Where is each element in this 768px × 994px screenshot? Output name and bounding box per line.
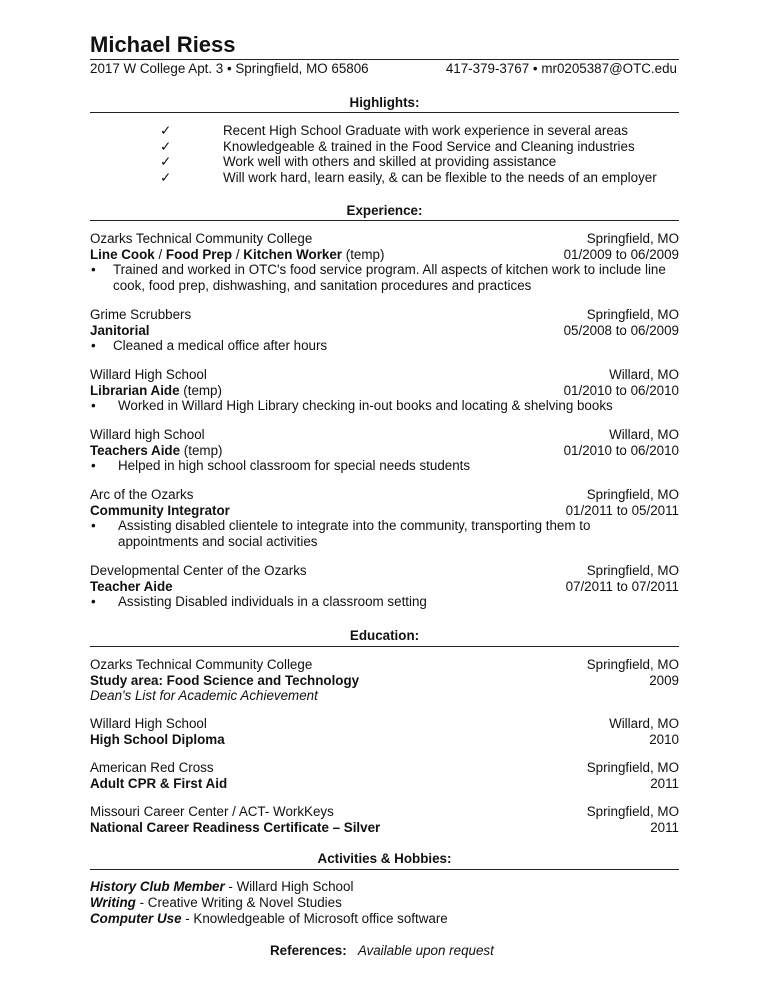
bullet-icon: • [91, 338, 96, 354]
bullet-icon: • [91, 398, 96, 414]
highlights-divider [90, 112, 679, 113]
activity-item: History Club Member - Willard High School [90, 879, 354, 894]
job-description: Cleaned a medical office after hours [113, 338, 328, 354]
job-description: Assisting Disabled individuals in a classroom setting [118, 594, 427, 610]
credential: Adult CPR & First Aid [90, 775, 228, 791]
credential: High School Diploma [90, 731, 225, 747]
bullet-icon: • [91, 594, 96, 610]
highlight-item [160, 170, 680, 186]
activities-list [90, 879, 448, 928]
job-description: Worked in Willard High Library checking in-out books and locating & shelving books [118, 398, 613, 414]
job-description: Trained and worked in OTC's food service program. All aspects of kitchen work to include line cook, food prep, dishwashing, and sanitation procedures and practices [113, 262, 666, 294]
job-location: Willard, MO [609, 367, 679, 382]
job-location: Springfield, MO [586, 307, 679, 322]
experience-entry [90, 563, 679, 610]
job-dates: 01/2009 to 06/2009 [563, 246, 679, 262]
bullet-icon: • [91, 458, 96, 474]
job-title: Line Cook / Food Prep / Kitchen Worker (temp) [90, 246, 385, 262]
activities-heading: Activities & Hobbies: [317, 851, 452, 866]
highlight-text: Knowledgeable & trained in the Food Service and Cleaning industries [223, 138, 635, 154]
phone-email: 417-379-3767 • mr0205387@OTC.edu [445, 61, 677, 76]
experience-entry [90, 427, 679, 474]
employer: Willard High School [90, 367, 207, 382]
school-location: Springfield, MO [586, 657, 679, 672]
year: 2009 [649, 672, 679, 688]
experience-entry [90, 231, 679, 294]
experience-divider [90, 220, 679, 221]
activity-item: Writing - Creative Writing & Novel Studies [90, 895, 342, 911]
employer: Arc of the Ozarks [90, 487, 194, 502]
employer: Ozarks Technical Community College [90, 231, 313, 246]
references-label: References: [270, 943, 347, 958]
job-title: Community Integrator [90, 502, 230, 518]
education-entry [90, 657, 679, 704]
institution: American Red Cross [90, 760, 214, 775]
job-title: Teachers Aide (temp) [90, 442, 223, 458]
job-location: Willard, MO [609, 427, 679, 442]
highlight-item [160, 154, 680, 170]
year: 2010 [649, 731, 679, 747]
references [270, 943, 494, 958]
job-title: Teacher Aide [90, 578, 173, 594]
job-description: Helped in high school classroom for special needs students [118, 458, 471, 474]
check-icon: ✓ [160, 138, 172, 154]
institution: Ozarks Technical Community College [90, 657, 313, 672]
check-icon: ✓ [160, 154, 172, 170]
address: 2017 W College Apt. 3 • Springfield, MO 65806 [90, 61, 369, 76]
institution: Willard High School [90, 716, 207, 731]
school-location: Springfield, MO [586, 804, 679, 819]
job-location: Springfield, MO [586, 487, 679, 502]
credential: Study area: Food Science and Technology [90, 672, 360, 688]
activity-item: Computer Use - Knowledgeable of Microsoft office software [90, 911, 448, 927]
job-dates: 01/2011 to 05/2011 [565, 502, 679, 518]
check-icon: ✓ [160, 123, 172, 138]
highlight-item [160, 123, 680, 139]
job-dates: 01/2010 to 06/2010 [563, 382, 679, 398]
experience-entry [90, 307, 679, 354]
year: 2011 [650, 775, 679, 791]
highlight-item [160, 139, 680, 155]
school-location: Willard, MO [609, 716, 679, 731]
employer: Grime Scrubbers [90, 307, 192, 322]
job-dates: 05/2008 to 06/2009 [563, 322, 679, 338]
credential: National Career Readiness Certificate – Silver [90, 819, 381, 835]
honor-note: Dean's List for Academic Achievement [90, 688, 318, 704]
education-entry [90, 760, 679, 791]
job-location: Springfield, MO [586, 231, 679, 246]
year: 2011 [650, 819, 679, 835]
highlights-heading: Highlights: [349, 95, 420, 110]
references-value: Available upon request [357, 943, 494, 958]
employer: Willard high School [90, 427, 205, 442]
job-location: Springfield, MO [586, 563, 679, 578]
job-dates: 01/2010 to 06/2010 [563, 442, 679, 458]
education-entry [90, 804, 679, 835]
candidate-name: Michael Riess [90, 32, 236, 57]
check-icon: ✓ [160, 169, 172, 185]
experience-entry [90, 367, 679, 414]
experience-heading: Experience: [346, 203, 423, 218]
school-location: Springfield, MO [586, 760, 679, 775]
activities-divider [90, 869, 679, 870]
job-title: Librarian Aide (temp) [90, 382, 222, 398]
highlights-list [160, 123, 680, 185]
institution: Missouri Career Center / ACT- WorkKeys [90, 804, 334, 819]
job-dates: 07/2011 to 07/2011 [565, 578, 679, 594]
education-divider [90, 646, 679, 647]
job-title: Janitorial [90, 322, 150, 338]
education-heading: Education: [349, 628, 420, 643]
bullet-icon: • [91, 518, 96, 534]
job-description: Assisting disabled clientele to integrate into the community, transporting them to appointments and social activities [118, 518, 591, 550]
experience-entry [90, 487, 679, 550]
education-entry [90, 716, 679, 747]
highlight-text: Recent High School Graduate with work experience in several areas [223, 123, 628, 138]
header-divider [90, 59, 679, 60]
highlight-text: Work well with others and skilled at providing assistance [223, 154, 557, 170]
highlight-text: Will work hard, learn easily, & can be flexible to the needs of an employer [223, 169, 657, 185]
bullet-icon: • [91, 262, 96, 278]
employer: Developmental Center of the Ozarks [90, 563, 307, 578]
